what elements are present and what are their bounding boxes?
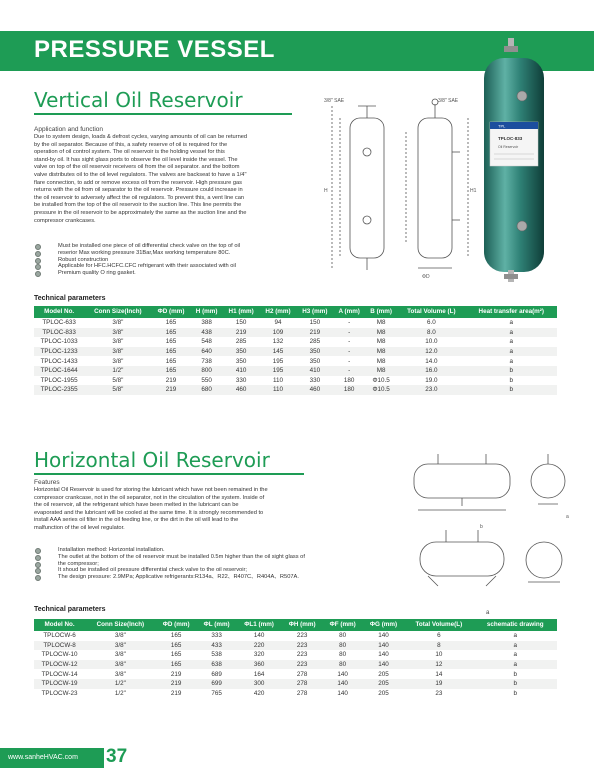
table-cell: a — [509, 348, 513, 356]
paragraph-line: install AAA series oil filter in the oil feeding line, or the dirt in the oil will lead to the — [34, 517, 239, 524]
horizontal-spec-table — [34, 619, 557, 698]
svg-text:H1: H1 — [470, 188, 477, 194]
table-cell: 1/2" — [114, 689, 126, 697]
svg-text:H: H — [324, 188, 328, 194]
bullet-item — [34, 561, 394, 568]
table-cell: 300 — [253, 680, 265, 688]
column-header: ΦL1 (mm) — [244, 621, 274, 628]
table-cell: 3/8" — [112, 328, 124, 336]
table-cell: 219 — [165, 376, 177, 384]
table-cell: M8 — [376, 338, 386, 346]
table-cell: - — [348, 348, 351, 356]
table-cell: 3/8" — [114, 632, 126, 640]
table-cell: 165 — [170, 661, 182, 669]
horizontal-section-title: Horizontal Oil Reservoir — [34, 448, 270, 472]
paragraph-line: evaporated and the lubricant will be cooled at the same time. It is strongly recommended to — [34, 509, 264, 516]
table-cell: 150 — [309, 319, 321, 327]
footer-url[interactable]: www.sanheHVAC.com — [8, 754, 78, 761]
table-cell: a — [509, 357, 513, 365]
column-header: H1 (mm) — [228, 308, 254, 315]
table-cell: b — [513, 689, 517, 697]
table-cell: 223 — [296, 641, 308, 649]
table-cell: 420 — [253, 689, 265, 697]
table-cell: 140 — [378, 632, 389, 640]
table-cell: 140 — [378, 651, 389, 659]
horizontal-section-label: Features — [34, 479, 60, 486]
table-cell: 638 — [211, 661, 222, 669]
drawing-b-letter: b — [480, 524, 483, 530]
table-cell: 433 — [211, 641, 222, 649]
paragraph-line: valve on top of the oil reservoir receivers oil from the oil separator. and the bottom — [34, 164, 240, 171]
table-cell: 165 — [165, 338, 177, 346]
table-cell: 738 — [201, 357, 212, 365]
table-cell: 438 — [201, 328, 212, 336]
table-cell: 219 — [170, 680, 182, 688]
table-cell: 3/8" — [114, 670, 126, 678]
svg-text:3/8" SAE: 3/8" SAE — [324, 98, 345, 104]
vertical-section-label: Application and function — [34, 126, 104, 133]
table-cell: 800 — [201, 367, 212, 375]
table-cell: 165 — [165, 357, 177, 365]
bullet-item — [34, 574, 394, 581]
table-cell: 3/8" — [114, 661, 126, 669]
table-cell: 350 — [309, 348, 321, 356]
table-cell: 165 — [165, 328, 177, 336]
column-header: Total Volume(L) — [415, 621, 463, 628]
table-cell: TPLOCW-23 — [41, 689, 78, 697]
paragraph-line: pressure in the oil reservoir to be approximately the same as the suction line and the — [34, 209, 247, 216]
table-cell: b — [509, 386, 513, 394]
table-cell: TPLOCW-12 — [41, 661, 78, 669]
column-header: B (mm) — [370, 308, 392, 315]
table-cell: TPLOCW-6 — [43, 632, 76, 640]
table-cell: 23 — [435, 689, 443, 697]
table-cell: a — [509, 319, 513, 327]
table-cell: TPLOC-833 — [42, 328, 76, 336]
table-cell: 1/2" — [112, 367, 124, 375]
paragraph-line: malfunction of the oil level regulator. — [34, 524, 125, 531]
table-cell: 109 — [272, 328, 284, 336]
table-cell: M8 — [376, 319, 386, 327]
bullet-icon — [35, 575, 41, 581]
photo-name-label: Oil Reservoir — [498, 145, 519, 149]
paragraph-line: returns with the oil from oil separator to the oil reservoir. Pressure could increase in — [34, 187, 243, 194]
table-cell: 195 — [272, 367, 284, 375]
horizontal-drawing-a — [398, 446, 578, 520]
table-cell: 3/8" — [114, 641, 126, 649]
table-cell: 180 — [343, 386, 355, 394]
table-cell: 165 — [165, 319, 177, 327]
horizontal-description — [34, 487, 394, 533]
bullet-item — [34, 547, 394, 554]
table-row — [34, 385, 557, 395]
table-cell: 195 — [272, 357, 284, 365]
table-cell: 16.0 — [425, 367, 438, 375]
bullet-item — [34, 270, 334, 277]
table-cell: 550 — [201, 376, 212, 384]
table-cell: 460 — [309, 386, 321, 394]
table-cell: 3/8" — [114, 651, 126, 659]
table-cell: 219 — [235, 328, 247, 336]
column-header: ΦH (mm) — [288, 621, 316, 628]
bullet-text: Must be installed one piece of oil differential check valve on the top of oil — [58, 243, 241, 249]
table-cell: 223 — [296, 651, 308, 659]
table-cell: a — [509, 328, 513, 336]
column-header: A (mm) — [338, 308, 360, 315]
table-cell: TPLOC-2355 — [40, 386, 78, 394]
column-header: Total Volume (L) — [407, 308, 456, 315]
table-cell: b — [509, 367, 513, 375]
table-cell: 350 — [235, 357, 247, 365]
drawing-a-letter: a — [566, 514, 569, 520]
table-cell: a — [513, 651, 517, 659]
column-header: H3 (mm) — [302, 308, 328, 315]
table-cell: 223 — [296, 661, 308, 669]
column-header: H (mm) — [195, 308, 218, 315]
paragraph-line: operation of oil control system. The oil reservoir is the holding vessel for this — [34, 149, 225, 156]
table-cell: 80 — [339, 661, 347, 669]
table-cell: TPLOCW-8 — [43, 641, 76, 649]
paragraph-line: by the oil separator. Because of this, a safety reserve of oil is required for the — [34, 141, 228, 148]
table-cell: 12 — [435, 661, 443, 669]
svg-text:ΦD: ΦD — [422, 274, 430, 280]
table-cell: M8 — [376, 328, 386, 336]
photo-model-label: TPLOC-833 — [498, 136, 523, 141]
table-cell: M8 — [376, 348, 386, 356]
svg-text:3/8" SAE: 3/8" SAE — [438, 98, 459, 104]
table-cell: a — [513, 632, 517, 640]
table-cell: 110 — [272, 386, 284, 394]
table-cell: 699 — [211, 680, 222, 688]
bullet-text: The design pressure: 2.9MPa; Applicative refrigerants:R134a、R22、R407C、R404A、R507A. — [58, 574, 299, 581]
table-cell: a — [513, 641, 517, 649]
table-cell: - — [348, 328, 351, 336]
bullet-item — [34, 257, 334, 264]
table-cell: 219 — [170, 689, 182, 697]
table-cell: 145 — [272, 348, 284, 356]
table-cell: 330 — [309, 376, 321, 384]
table-cell: TPLOC-1233 — [40, 348, 78, 356]
table-row — [34, 347, 557, 357]
page-number: 37 — [106, 746, 128, 767]
table-row — [34, 650, 557, 660]
table-cell: 410 — [309, 367, 321, 375]
table-cell: 765 — [211, 689, 222, 697]
table-cell: 180 — [343, 376, 355, 384]
table-row — [34, 376, 557, 386]
bullet-text: It shoud be installed oil pressure differential check valve to the oil reservoir; — [58, 567, 247, 574]
paragraph-line: compressor crankcase, not in the oil separator, not in the circulation of the system. Inside of — [34, 494, 265, 501]
table-cell: 219 — [309, 328, 321, 336]
table-cell: 140 — [337, 689, 348, 697]
table-row — [34, 356, 557, 366]
table-cell: 320 — [253, 651, 265, 659]
table-row — [34, 631, 557, 641]
table-cell: 5/8" — [112, 386, 124, 394]
column-header: Heat transfer area(m²) — [478, 308, 544, 315]
vertical-title-underline — [34, 113, 292, 115]
paragraph-line: be installed from the top of the oil reservoir to the suction line. This line permits the — [34, 202, 242, 209]
table-cell: 150 — [235, 319, 247, 327]
table-cell: 165 — [165, 367, 177, 375]
table-cell: 278 — [296, 689, 308, 697]
table-cell: 548 — [201, 338, 212, 346]
vertical-section-title: Vertical Oil Reservoir — [34, 88, 243, 112]
vertical-spec-table — [34, 306, 557, 395]
paragraph-line: valve distributes oil to the oil level regulators. The valves are backseat to have a 1/4" — [34, 171, 247, 178]
table-cell: 360 — [253, 661, 265, 669]
table-cell: TPLOC-1033 — [40, 338, 78, 346]
table-cell: 12.0 — [425, 348, 438, 356]
table-cell: 3/8" — [112, 357, 124, 365]
bullet-item — [34, 243, 334, 250]
table-cell: 333 — [211, 632, 222, 640]
column-header: ΦG (mm) — [369, 621, 398, 628]
table-cell: 285 — [309, 338, 321, 346]
table-cell: 350 — [309, 357, 321, 365]
table-cell: 165 — [170, 651, 182, 659]
table-cell: 285 — [235, 338, 247, 346]
bullet-text: The outlet at the bottom of the oil reservoir must be installed 0.5m higher than the oil sight glass of — [58, 553, 305, 560]
table-cell: 8 — [437, 641, 441, 649]
table-cell: 8.0 — [426, 328, 436, 336]
horizontal-drawing-b — [398, 522, 578, 600]
table-cell: TPLOC-1433 — [40, 357, 78, 365]
table-cell: 14 — [435, 670, 443, 678]
paragraph-line: stand-by oil. It has sight glass ports to observe the oil level inside the vessel. The — [34, 156, 238, 163]
table-row — [34, 689, 557, 699]
column-header: ΦD (mm) — [162, 621, 190, 628]
paragraph-line: Horizontal Oil Reservoir is used for storing the lubricant which have not been remained in the — [34, 487, 268, 493]
table-cell: 219 — [165, 386, 177, 394]
table-cell: 640 — [201, 348, 212, 356]
table-cell: 140 — [378, 641, 389, 649]
horizontal-title-underline — [34, 473, 304, 475]
table-cell: b — [513, 680, 517, 688]
column-header: ΦL (mm) — [203, 621, 230, 628]
column-header: ΦF (mm) — [329, 621, 356, 628]
table-cell: - — [348, 357, 351, 365]
table-header-row — [34, 306, 557, 318]
table-cell: 410 — [235, 367, 247, 375]
table-cell: 5/8" — [112, 376, 124, 384]
table-cell: 23.0 — [425, 386, 438, 394]
table-cell: TPLOC-1955 — [40, 376, 78, 384]
bullet-item — [34, 250, 334, 257]
table-cell: 205 — [378, 670, 389, 678]
table-cell: 680 — [201, 386, 212, 394]
drawing-a-caption: a — [486, 610, 490, 616]
table-cell: 10.0 — [425, 338, 438, 346]
paragraph-line: flare connection, to add or remove excess oil from the reservoir. High pressure gas — [34, 179, 243, 186]
bullet-text: Applicable for HFC.HCFC.CFC refrigerant with their associated with oil — [58, 263, 236, 270]
table-cell: 80 — [339, 651, 347, 659]
table-cell: 460 — [235, 386, 247, 394]
table-row — [34, 337, 557, 347]
column-header: Model No. — [44, 621, 75, 628]
bullet-item — [34, 554, 394, 561]
table-cell: TPLOC-633 — [42, 319, 76, 327]
table-cell: b — [513, 670, 517, 678]
table-cell: Φ10.5 — [372, 386, 390, 394]
table-cell: b — [509, 376, 513, 384]
table-cell: 205 — [378, 680, 389, 688]
table-cell: 388 — [201, 319, 212, 327]
table-cell: 19 — [435, 680, 443, 688]
column-header: ΦD (mm) — [157, 308, 185, 315]
table-cell: 6.0 — [426, 319, 436, 327]
column-header: schematic drawing — [486, 621, 544, 628]
bullet-text: Premium quality O ring gasket. — [58, 270, 136, 277]
table-cell: 140 — [337, 670, 348, 678]
table-row — [34, 318, 557, 328]
table-cell: 223 — [296, 632, 308, 640]
table-cell: 350 — [235, 348, 247, 356]
table-cell: 219 — [170, 670, 182, 678]
table-cell: 110 — [272, 376, 284, 384]
table-header-row — [34, 619, 557, 631]
table-cell: 278 — [296, 670, 308, 678]
table-cell: 165 — [165, 348, 177, 356]
bullet-text: reserior Max working pressure 31Bar,Max working temperature 80C. — [58, 249, 231, 256]
photo-brand-label: TPL — [498, 123, 506, 129]
horizontal-feature-list — [34, 547, 394, 581]
table-cell: TPLOCW-10 — [41, 651, 78, 659]
table-cell: a — [509, 338, 513, 346]
table-cell: 140 — [337, 680, 348, 688]
bullet-item — [34, 567, 394, 574]
table-cell: TPLOC-1644 — [40, 367, 78, 375]
vertical-description — [34, 134, 334, 225]
table-row — [34, 641, 557, 651]
table-cell: 140 — [253, 632, 265, 640]
bullet-icon — [35, 271, 41, 277]
table-row — [34, 328, 557, 338]
table-cell: - — [348, 319, 351, 327]
table-cell: 80 — [339, 641, 347, 649]
table-cell: TPLOCW-14 — [41, 670, 78, 678]
table-cell: M8 — [376, 357, 386, 365]
table-cell: - — [348, 338, 351, 346]
paragraph-line: the oil reservoir to adversely affect the oil regulators. To prevent this, a vent line can — [34, 194, 245, 201]
vertical-reservoir-drawing — [318, 92, 478, 282]
table-cell: 164 — [253, 670, 265, 678]
table-cell: - — [348, 367, 351, 375]
paragraph-line: the oil reservoir, all the refrigerant which have been melted in the lubricant can be — [34, 502, 239, 509]
table-cell: 19.0 — [425, 376, 438, 384]
table-cell: Φ10.5 — [372, 376, 390, 384]
table-cell: 3/8" — [112, 338, 124, 346]
table-cell: a — [513, 661, 517, 669]
table-cell: 94 — [274, 319, 282, 327]
table-cell: 220 — [253, 641, 265, 649]
table-row — [34, 679, 557, 689]
bullet-text: Installation method: Horizontal installation. — [58, 547, 165, 553]
table-cell: 330 — [235, 376, 247, 384]
page-title: PRESSURE VESSEL — [34, 36, 275, 63]
paragraph-line: Due to system design, loads & defrost cycles, varying amounts of oil can be returned — [34, 134, 248, 140]
column-header: Conn Size(Inch) — [94, 308, 142, 315]
table-row — [34, 669, 557, 679]
table-cell: 538 — [211, 651, 222, 659]
table-cell: 165 — [170, 632, 182, 640]
table-cell: 165 — [170, 641, 182, 649]
table-row — [34, 660, 557, 670]
vertical-table-label: Technical parameters — [34, 295, 106, 302]
table-cell: 3/8" — [112, 319, 124, 327]
table-cell: 278 — [296, 680, 308, 688]
table-cell: 14.0 — [425, 357, 438, 365]
table-cell: M8 — [376, 367, 386, 375]
table-cell: 3/8" — [112, 348, 124, 356]
table-cell: 140 — [378, 661, 389, 669]
horizontal-table-label: Technical parameters — [34, 606, 106, 613]
column-header: Conn Size(Inch) — [96, 621, 145, 628]
table-cell: 689 — [211, 670, 222, 678]
table-row — [34, 366, 557, 376]
table-cell: 6 — [437, 632, 441, 640]
bullet-item — [34, 263, 334, 270]
vertical-feature-list — [34, 243, 334, 277]
table-cell: 80 — [339, 632, 347, 640]
table-cell: 132 — [272, 338, 284, 346]
table-cell: TPLOCW-19 — [41, 680, 78, 688]
vertical-reservoir-photo — [478, 36, 550, 286]
bullet-text: the compressor; — [58, 560, 99, 567]
column-header: H2 (mm) — [265, 308, 291, 315]
table-cell: 205 — [378, 689, 389, 697]
paragraph-line: compressor crankcases. — [34, 217, 96, 224]
column-header: Model No. — [44, 308, 75, 315]
table-cell: 10 — [435, 651, 443, 659]
bullet-text: Robust construction — [58, 256, 109, 263]
table-cell: 1/2" — [114, 680, 126, 688]
